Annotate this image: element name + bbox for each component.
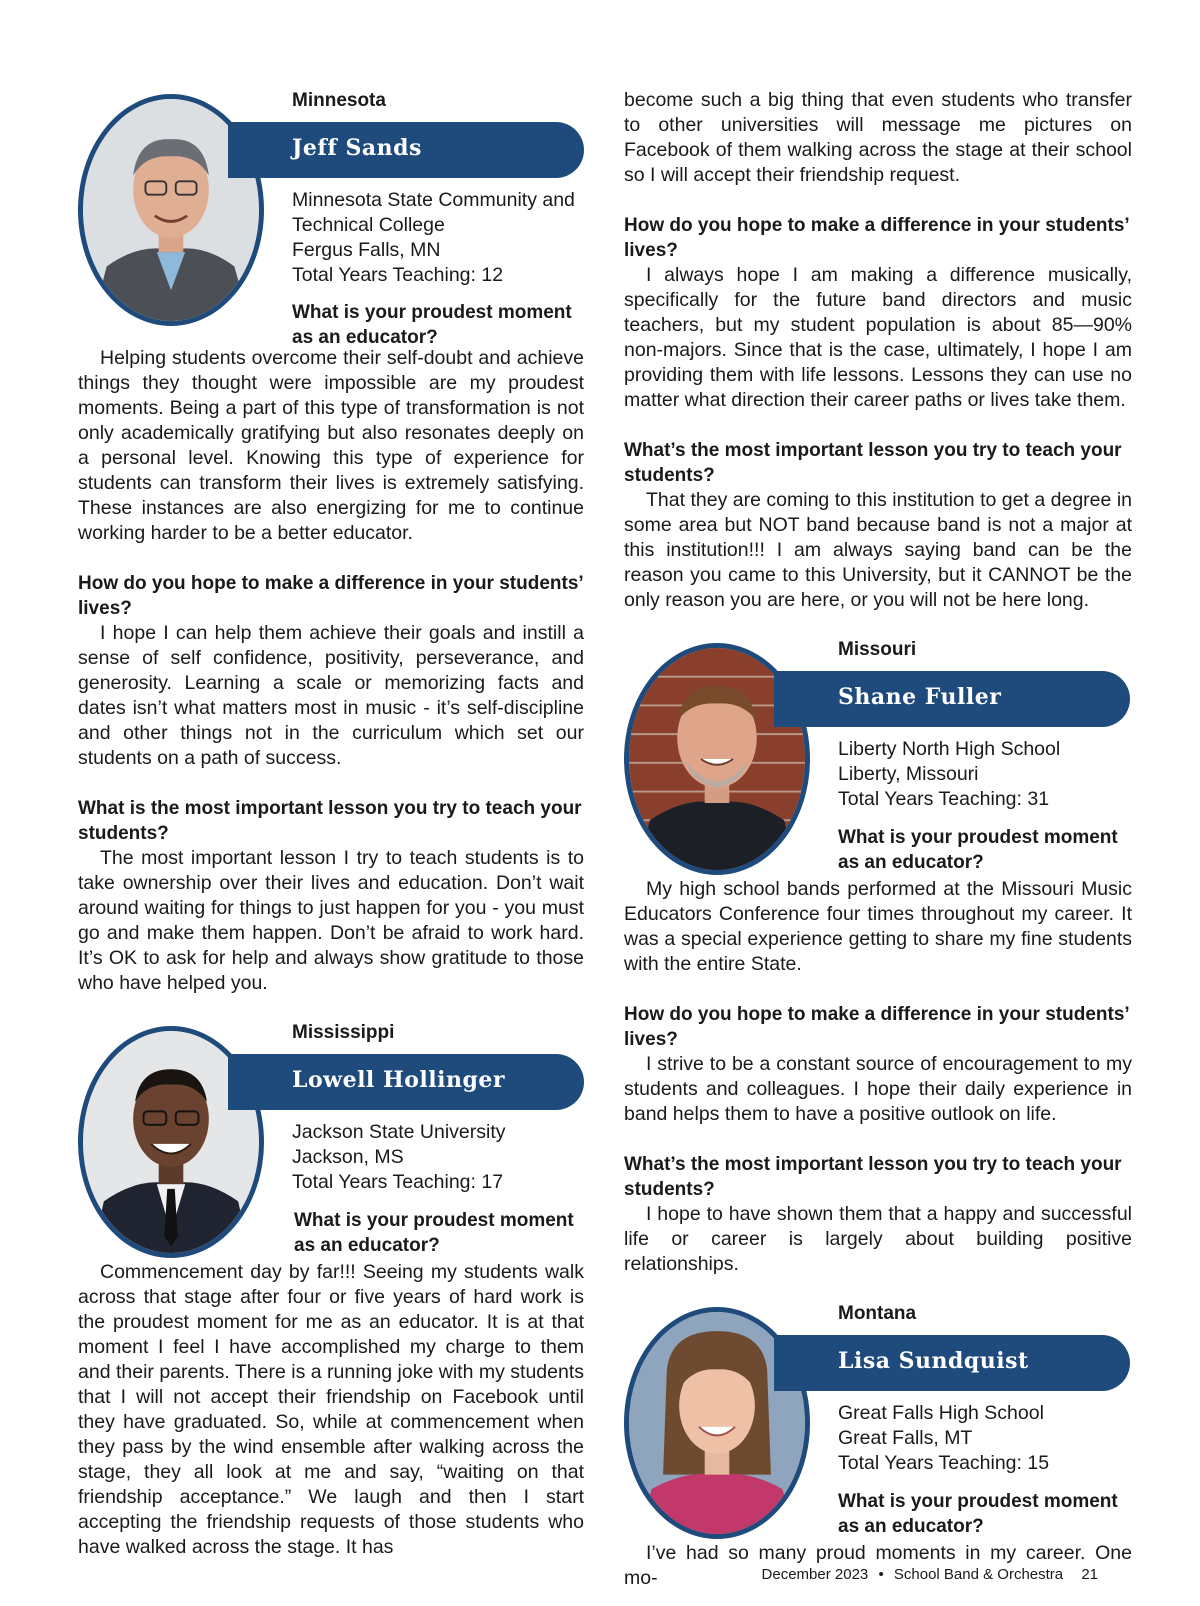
answer-proudest: Helping students overcome their self-doubt and achieve things they thought were impossible are my proudest moments. Being a part of this type of transformation is not only academically gratifying but also resonates deeply on a personal level. Knowing this type of experience for students can transform their lives is extremely satisfying. These instances are also energizing for me to continue working harder to be a better educator. — [78, 347, 584, 544]
name-banner — [774, 671, 1130, 727]
answer-lesson: I hope to have shown them that a happy and successful life or career is largely about building positive relationships. — [624, 1203, 1132, 1275]
years-teaching: Total Years Teaching: 12 — [292, 264, 504, 286]
answer-proudest: Commencement day by far!!! Seeing my students walk across that stage after four or five years of hard work is the proudest moment for me as an educator. It is at that moment I feel I have accomplished my charge to them and their parents. There is a running joke with my students that I will not accept their friendship on Facebook until they have graduated. So, while at commencement when they pass by the wind ensemble after walking across the stage, they all look at me and say, “waiting on that friendship acceptance.” We laugh and then I start accepting the friendship requests of those students who have walked across the stage. It has — [78, 1261, 584, 1558]
school-name: Minnesota State Community and — [292, 189, 575, 211]
question-proudest: What is your proudest moment as an educator? — [294, 1210, 574, 1256]
question-proudest: What is your proudest moment as an educator? — [292, 302, 572, 348]
answer-proudest-continued: become such a big thing that even students who transfer to other universities will message me pictures on Facebook of them walking across the stage at their school so I will accept their friendship request. — [624, 89, 1132, 186]
educator-name: Lisa Sundquist — [838, 1348, 1029, 1374]
school-name: Liberty North High School — [838, 738, 1061, 760]
state-label: Minnesota — [292, 90, 386, 111]
profile-jeff-sands — [78, 88, 584, 346]
school-name: Jackson State University — [292, 1121, 506, 1143]
name-banner — [228, 1054, 584, 1110]
educator-info — [292, 1120, 582, 1195]
issue-date: December 2023 — [761, 1566, 869, 1583]
question-proudest: What is your proudest moment as an educator? — [838, 1491, 1118, 1537]
question-proudest: What is your proudest moment as an educator? — [838, 827, 1118, 873]
question-difference: How do you hope to make a difference in your students’ lives? — [624, 215, 1129, 261]
years-teaching: Total Years Teaching: 31 — [838, 788, 1050, 810]
answer-lesson: The most important lesson I try to teach students is to take ownership over their lives and education. Don’t wait around waiting for things to just happen for you - you must go and make them happen. Don’t be afraid to work hard. It’s OK to ask for help and always show gratitude to those who have helped you. — [78, 847, 584, 994]
location: Fergus Falls, MN — [292, 239, 441, 261]
state-label: Montana — [838, 1303, 917, 1324]
years-teaching: Total Years Teaching: 17 — [292, 1171, 504, 1193]
educator-info — [292, 188, 582, 288]
name-banner — [774, 1335, 1130, 1391]
educator-name: Jeff Sands — [292, 135, 422, 161]
school-name-line2: Technical College — [292, 214, 445, 236]
bullet-separator: • — [878, 1566, 884, 1583]
page-footer — [756, 1566, 1098, 1583]
profile-shane-fuller — [624, 637, 1132, 877]
question-lesson: What’s the most important lesson you try to teach your students? — [624, 440, 1122, 486]
years-teaching: Total Years Teaching: 15 — [838, 1452, 1050, 1474]
state-label: Mississippi — [292, 1022, 395, 1043]
answer-difference: I always hope I am making a difference musically, specifically for the future band directors and music teachers, but my student population is about 85—90% non-majors. Since that is the case, ultimately, I hope I am providing them with life lessons. Lessons they can use no matter what direction their career paths or lives take them. — [624, 264, 1132, 411]
answer-difference: I strive to be a constant source of encouragement to my students and colleagues. I hope their daily experience in band helps them to have a positive outlook on life. — [624, 1053, 1132, 1125]
publication-name: School Band & Orchestra — [893, 1566, 1064, 1583]
left-column — [78, 88, 584, 1560]
state-label: Missouri — [838, 639, 917, 660]
question-lesson: What’s the most important lesson you try to teach your students? — [624, 1154, 1122, 1200]
answer-proudest: I’ve had so many proud moments in my career. One mo- — [624, 1542, 1132, 1589]
educator-name: Lowell Hollinger — [292, 1067, 505, 1093]
question-lesson: What is the most important lesson you try to teach your students? — [78, 798, 582, 844]
answer-proudest: My high school bands performed at the Missouri Music Educators Conference four times throughout my career. It was a special experience getting to share my fine students with the entire State. — [624, 878, 1132, 975]
profile-lisa-sundquist — [624, 1301, 1132, 1541]
question-difference: How do you hope to make a difference in your students’ lives? — [624, 1004, 1129, 1050]
right-column — [624, 88, 1132, 1591]
name-banner — [228, 122, 584, 178]
educator-info — [838, 1401, 1128, 1476]
page-number: 21 — [1081, 1566, 1098, 1583]
answer-difference: I hope I can help them achieve their goals and instill a sense of self confidence, positivity, perseverance, and generosity. Learning a scale or memorizing facts and dates isn’t what matters most in music - it’s self-discipline and other things not in the curriculum which set our students on a path of success. — [78, 622, 584, 769]
profile-lowell-hollinger — [78, 1020, 584, 1260]
educator-name: Shane Fuller — [838, 684, 1002, 710]
location: Liberty, Missouri — [838, 763, 979, 785]
question-difference: How do you hope to make a difference in your students’ lives? — [78, 573, 583, 619]
educator-info — [838, 737, 1128, 812]
location: Great Falls, MT — [838, 1427, 973, 1449]
school-name: Great Falls High School — [838, 1402, 1044, 1424]
location: Jackson, MS — [292, 1146, 404, 1168]
answer-lesson: That they are coming to this institution to get a degree in some area but NOT band because band is not a major at this institution!!! I am always saying band can be the reason you came to this University, but it CANNOT be the only reason you are here, or you will not be here long. — [624, 489, 1132, 611]
